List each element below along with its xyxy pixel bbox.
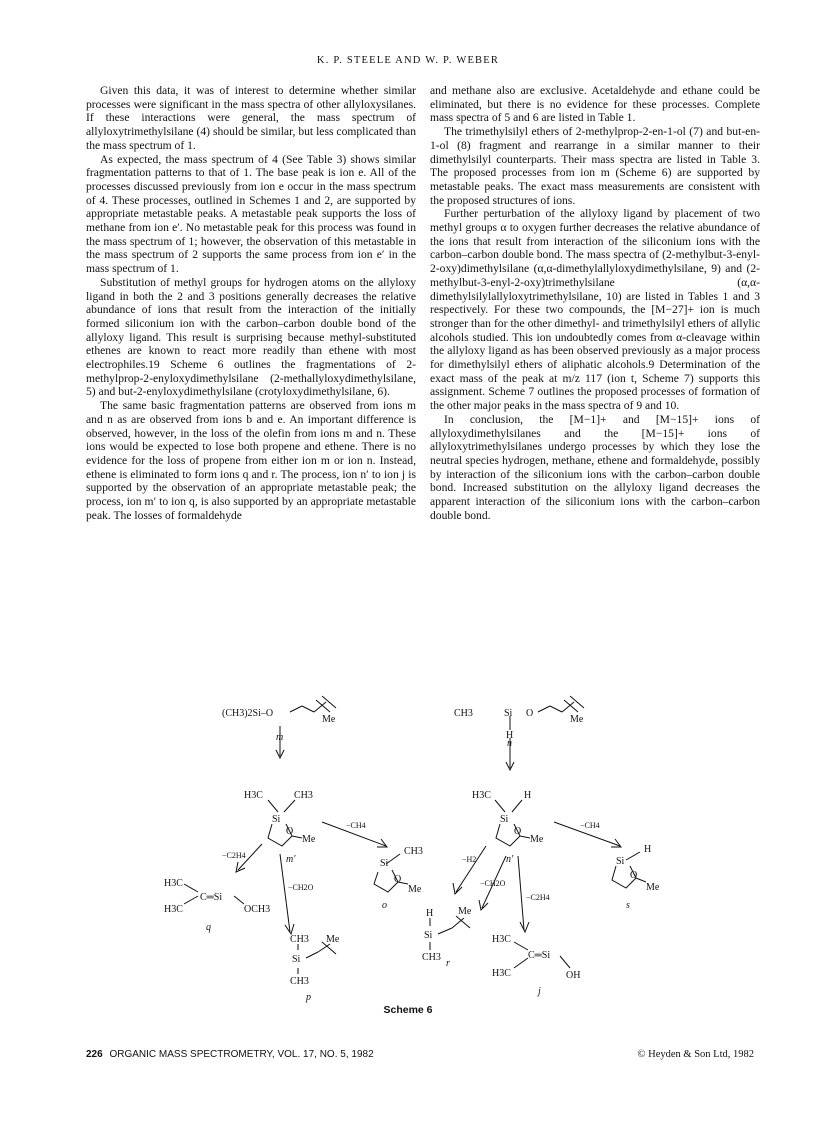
ion-n-prime-h: H [524,790,532,801]
right-paragraph-1: and methane also are exclusive. Acetaldehyde and ethane could be eliminated, but there is no evidence for these processes. Complete mass spectra of 5 and 6 are listed in Table 1. [430,84,760,125]
arrow-label-n-to-s: −CH4 [580,821,600,830]
ion-q-label: q [206,922,211,933]
running-head: K. P. STEELE AND W. P. WEBER [316,55,500,66]
ion-q-c-si: C═Si [200,892,223,903]
ion-m-prime-o: O [286,826,294,837]
ion-o-si: Si [380,858,389,869]
ion-m-label: m [276,732,284,743]
ion-n-label: n [507,738,512,749]
ion-m-prime-ch3: CH3 [294,790,313,801]
ion-o-me: Me [408,884,422,895]
ion-q-h3c-bottom: H3C [164,904,183,915]
left-paragraph-3: Substitution of methyl groups for hydrogen atoms on the allyloxy ligand in both the 2 and 3 positions generally decreases the relative abundance of ions that result from the interaction of the initially formed siliconium ion with the carbon–carbon double bond of the allyloxy ligand. This result is surprising because methyl-substituted ethenes are known to react more readily than ethene with most electrophiles.19 Scheme 6 outlines the fragmentations of 2-methylprop-2-enyloxydimethylsilane (2-methallyloxydimethylsilane, 5) and but-2-enyloxydimethylsilane (crotyloxydimethylsilane, 6). [86,275,416,399]
ion-n-o: O [526,708,534,719]
ion-n-me: Me [570,714,584,725]
ion-n-prime-me: Me [530,834,544,845]
arrow-label-m-to-q: −C2H4 [222,851,246,860]
ion-n-si: Si [504,708,513,719]
ion-m-prime-label: m′ [286,854,296,865]
copyright: © Heyden & Son Ltd, 1982 [637,1049,754,1060]
ion-j-h3c-bottom: H3C [492,968,511,979]
ion-n-prime-h3c: H3C [472,790,491,801]
ion-n-prime-si: Si [500,814,509,825]
ion-m-prime-si: Si [272,814,281,825]
ion-o-o: O [394,874,402,885]
journal-name: ORGANIC MASS SPECTROMETRY, VOL. 17, NO. 5, 1982 [109,1049,374,1060]
arrow-label-n-to-r: −CH2O [480,879,506,888]
page-number: 226 [86,1049,103,1060]
ion-r-ch3: CH3 [422,952,441,963]
ion-m-prime-h3c: H3C [244,790,263,801]
arrow-label-n-to-j: −C2H4 [526,893,550,902]
scheme-6-diagram [150,686,770,1016]
ion-s-me: Me [646,882,660,893]
scheme-caption: Scheme 6 [383,1004,433,1016]
ion-o-label: o [382,900,387,911]
ion-p-me: Me [326,934,340,945]
left-paragraph-1: Given this data, it was of interest to determine whether similar processes were significant in the mass spectra of other allyloxysilanes. If these interactions were general, the mass spectrum of allyloxytrimethylsilane (4) should be similar, but less complicated than the mass spectrum of 1. [86,84,416,152]
footer-journal [86,1049,374,1060]
left-column [86,84,416,523]
ion-q-h3c-top: H3C [164,878,183,889]
right-column [430,84,760,523]
left-paragraph-2: As expected, the mass spectrum of 4 (See Table 3) shows similar fragmentation patterns to that of 1. The base peak is ion e. All of the processes discussed previously from ion e occur in the mass spectrum of 4. These processes, outlined in Schemes 1 and 2, are supported by appropriate metastable peaks. A metastable peak supports the loss of methane from ion e′. No metastable peak for this process was found in the mass spectrum of 1; however, the observation of this metastable in the mass spectrum of 2 supports the same process from ion e′ in the mass spectrum of 1. [86,152,416,276]
right-paragraph-2: The trimethylsilyl ethers of 2-methylprop-2-en-1-ol (7) and but-en-1-ol (8) fragment and rearrange in a similar manner to their dimethylsilyl counterparts. Their mass spectra are listed in Table 3. The proposed processes from ion m (Scheme 6) are supported by metastable peaks. The exact mass measurements are consistent with the proposed structures of ions. [430,125,760,207]
arrow-label-m-to-o: −CH4 [346,821,366,830]
right-paragraph-4: In conclusion, the [M−1]+ and [M−15]+ ions of allyloxydimethylsilanes and the [M−15]+ ions of allyloxytrimethylsilanes undergo processes by which they lose the neutral species hydrogen, methane, ethene and formaldehyde, possibly by interaction of the siliconium ions with the carbon–carbon double bond. Increased substitution on the allyloxy ligand decreases the apparent interaction of the siliconium ions with the carbon–carbon double bond. [430,412,760,522]
ion-p-label: p [306,992,311,1003]
ion-n-prime-o: O [514,826,522,837]
ion-p-ch3-bottom: CH3 [290,976,309,987]
ion-s-h: H [644,844,652,855]
ion-s-o: O [630,870,638,881]
ion-q-och3: OCH3 [244,904,271,915]
ion-m-prime-me: Me [302,834,316,845]
ion-n-prime-label: n′ [506,854,514,865]
ion-j-c-si: C═Si [528,950,551,961]
ion-s-label: s [626,900,630,911]
ion-s-si: Si [616,856,625,867]
ion-p-si: Si [292,954,301,965]
left-paragraph-4: The same basic fragmentation patterns are observed from ions m and n as are observed from ions b and e. An important difference is observed, however, in the loss of the olefin from ions m and n. These ions would be expected to lose both propene and ethene. There is no evidence for the loss of propene from either ion m or ion n. Instead, ethene is eliminated to form ions q and r. The process, ion n′ to ion j is supported by the observation of an appropriate metastable peak; the process, ion m′ to ion q, is also supported by an appropriate metastable peak. The losses of formaldehyde [86,399,416,522]
ion-n-ch3: CH3 [454,708,473,719]
ion-m-me: Me [322,714,336,725]
ion-r-me: Me [458,906,472,917]
ion-r-si: Si [424,930,433,941]
ion-j-label: j [538,986,541,997]
arrow-label-n-to-o: −H2 [462,855,477,864]
ion-n-h: H [506,730,514,741]
right-paragraph-3: Further perturbation of the allyloxy ligand by placement of two methyl groups α to oxygen further decreases the relative abundance of the ions that result from interaction of the siliconium ions with the carbon–carbon double bond. The mass spectra of (2-methylbut-3-enyl-2-oxy)dimethylsilane (α,α-dimethylallyloxydimethylsilane, 9) and (2-methylbut-3-enyl-2-oxy)trimethylsilane (α,α-dimethylsilylallyloxytrimethylsilane, 10) are listed in Tables 1 and 3 respectively. For these two compounds, the [M−27]+ ion is much stronger than for the other dimethyl- and trimethylsilyl ethers of allylic alcohols studied. This ion undoubtedly comes from α-cleavage within the allyloxy ligand as has been observed previously as a major process for dimethylsilyl ethers of aliphatic alcohols.9 Determination of the exact mass of the peak at m/z 117 (ion t, Scheme 7) supports this assignment. Scheme 7 outlines the proposed processes of formation of the other major peaks in the mass spectra of 9 and 10. [430,207,760,413]
ion-j-oh: OH [566,970,581,981]
ion-o-ch3: CH3 [404,846,423,857]
ion-r-h: H [426,908,434,919]
ion-j-h3c-top: H3C [492,934,511,945]
ion-p-ch3-top: CH3 [290,934,309,945]
ion-m-formula: (CH3)2Si–O [222,708,274,719]
ion-r-label: r [446,958,450,969]
arrow-label-m-to-p: −CH2O [288,883,314,892]
